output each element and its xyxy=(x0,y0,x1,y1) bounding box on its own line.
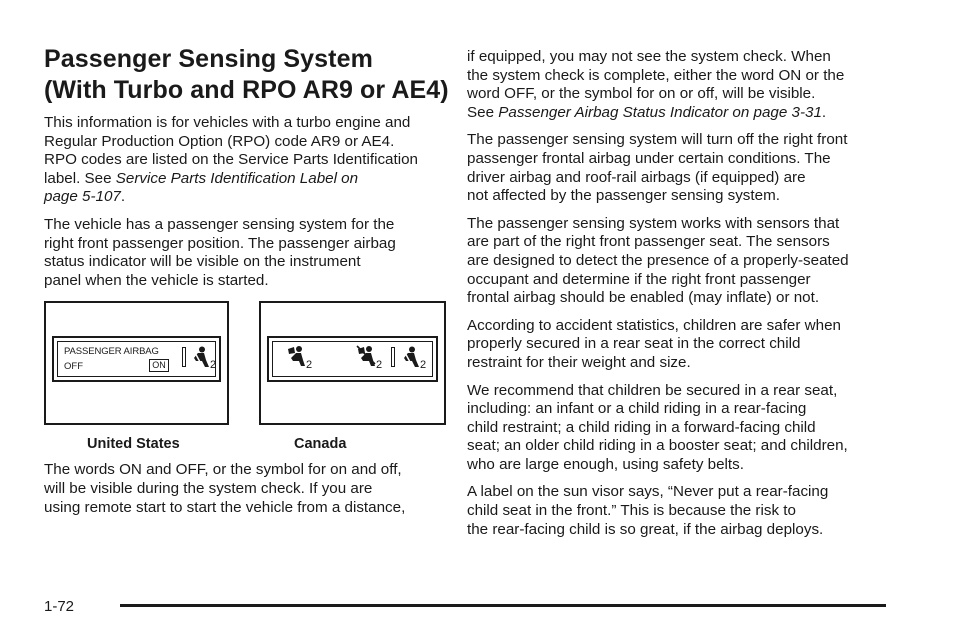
seat-position-number: 2 xyxy=(210,359,217,372)
text-fragment: See xyxy=(467,103,499,121)
text-line: right front passenger position. The passenger airbag xyxy=(44,234,396,252)
text-line: The passenger sensing system will turn off the right front xyxy=(467,131,848,149)
text-line: RPO codes are listed on the Service Parts Identification xyxy=(44,151,418,169)
text-fragment: . xyxy=(120,188,126,206)
text-line: This information is for vehicles with a turbo engine and xyxy=(44,114,411,131)
text-line xyxy=(44,170,450,189)
seat-position-number: 2 xyxy=(420,359,427,372)
page-title xyxy=(44,44,450,106)
sensors-paragraph xyxy=(467,215,897,308)
title-line-2: (With Turbo and RPO AR9 or AE4) xyxy=(44,76,449,104)
right-column xyxy=(467,48,897,548)
text-line: if equipped, you may not see the system check. When xyxy=(467,48,831,65)
cross-reference-page: page 5-107 xyxy=(44,188,121,206)
system-check-paragraph xyxy=(44,461,450,517)
text-line: panel when the vehicle is started. xyxy=(44,271,269,289)
text-line: the rear-facing child is so great, if the airbag deploys. xyxy=(467,520,824,538)
text-line: status indicator will be visible on the instrument xyxy=(44,253,361,271)
us-indicator-panel xyxy=(44,301,229,425)
footer-rule xyxy=(120,604,886,607)
sun-visor-paragraph xyxy=(467,483,897,539)
text-line: occupant and determine if the right front passenger xyxy=(467,270,811,288)
text-line: who are large enough, using safety belts. xyxy=(467,455,744,473)
canada-indicator-display xyxy=(267,336,438,382)
cross-reference: Passenger Airbag Status Indicator on page 3-31 xyxy=(498,103,822,121)
cross-reference: Service Parts Identification Label on xyxy=(115,169,359,187)
text-line xyxy=(44,188,450,207)
text-line: The vehicle has a passenger sensing system for the xyxy=(44,215,395,233)
text-line: The words ON and OFF, or the symbol for on and off, xyxy=(44,461,402,479)
text-line: driver airbag and roof-rail airbags (if equipped) are xyxy=(467,168,806,186)
text-line: We recommend that children be secured in a rear seat, xyxy=(467,381,838,399)
text-line: are part of the right front passenger seat. The sensors xyxy=(467,233,830,251)
left-column xyxy=(44,44,450,526)
seat-position-number: 2 xyxy=(376,359,383,372)
airbag-on-symbol-icon xyxy=(286,345,306,367)
airbag-off-symbol-icon xyxy=(356,345,376,367)
title-line-1: Passenger Sensing System xyxy=(44,45,373,73)
canada-indicator-panel xyxy=(259,301,446,425)
indicator-bar-icon xyxy=(182,347,186,367)
caption-canada: Canada xyxy=(294,436,347,453)
airbag-off-paragraph xyxy=(467,131,897,205)
text-line: will be visible during the system check. If you are xyxy=(44,479,373,497)
page-number: 1-72 xyxy=(44,598,75,615)
recommendation-paragraph xyxy=(467,382,897,475)
text-line: restraint for their weight and size. xyxy=(467,353,691,371)
text-line: using remote start to start the vehicle from a distance, xyxy=(44,498,406,516)
text-fragment: label. See xyxy=(44,169,116,187)
text-line: Regular Production Option (RPO) code AR9 or AE4. xyxy=(44,132,395,150)
off-label: OFF xyxy=(64,361,83,373)
text-line xyxy=(467,104,897,123)
seated-occupant-icon xyxy=(190,346,210,368)
passenger-airbag-label: PASSENGER AIRBAG xyxy=(64,346,159,358)
us-indicator-display xyxy=(52,336,221,382)
vehicle-paragraph xyxy=(44,216,450,290)
statistics-paragraph xyxy=(467,317,897,373)
text-line: are designed to detect the presence of a properly-seated xyxy=(467,251,849,269)
text-line: child restraint; a child riding in a forward-facing child xyxy=(467,418,816,436)
text-line: properly secured in a rear seat in the correct child xyxy=(467,335,801,353)
text-line: the system check is complete, either the word ON or the xyxy=(467,66,845,84)
text-line: A label on the sun visor says, “Never put a rear-facing xyxy=(467,483,829,501)
indicator-bar-icon xyxy=(391,347,395,367)
text-fragment: . xyxy=(821,103,827,121)
seat-position-number: 2 xyxy=(306,359,313,372)
text-line: The passenger sensing system works with sensors that xyxy=(467,214,840,232)
text-line: including: an infant or a child riding in a rear-facing xyxy=(467,400,807,418)
continued-paragraph xyxy=(467,48,897,122)
airbag-status-figure xyxy=(44,301,450,461)
caption-united-states: United States xyxy=(87,436,180,453)
text-line: child seat in the front.” This is because the risk to xyxy=(467,502,796,520)
text-line: seat; an older child riding in a booster seat; and children, xyxy=(467,437,848,455)
text-line: passenger frontal airbag under certain conditions. The xyxy=(467,149,831,167)
text-line: According to accident statistics, children are safer when xyxy=(467,316,841,334)
seated-occupant-icon xyxy=(400,346,420,368)
text-line: frontal airbag should be enabled (may inflate) or not. xyxy=(467,289,820,307)
text-line: word OFF, or the symbol for on or off, will be visible. xyxy=(467,85,816,103)
intro-paragraph xyxy=(44,114,450,207)
on-label: ON xyxy=(149,359,169,372)
text-line: not affected by the passenger sensing system. xyxy=(467,187,780,205)
